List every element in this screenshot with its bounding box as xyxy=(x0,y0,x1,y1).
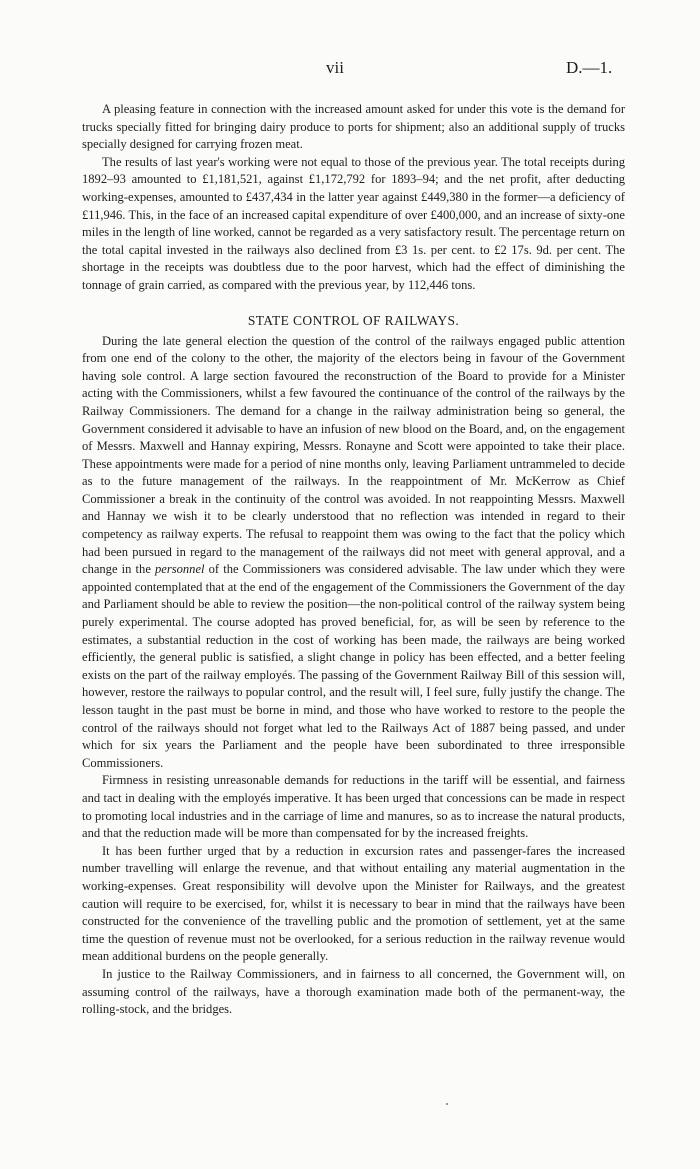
paragraph-general-election xyxy=(82,333,625,773)
page-body xyxy=(82,101,625,1019)
page-number: vii xyxy=(326,58,344,77)
paragraph-excursion-rates: It has been further urged that by a reduction in excursion rates and passenger-fares the increased number travelling will enlarge the revenue, and that without entailing any material augmentation in the working-expenses. Great responsibility will devolve upon the Minister for Railways, and the greatest caution will require to be exercised, for, whilst it is necessary to bear in mind that the railways have been constructed for the convenience of the travelling public and the promotion of settlement, yet at the same time the question of revenue must not be overlooked, for a serious reduction in the railway revenue would mean additional burdens on the people generally. xyxy=(82,843,625,964)
paragraph-text-part: of the Commissioners was considered advisable. The law under which they were appointed contemplated that at the end of the engagement of the Commissioners the Government of the day and Parliament should be able to review the position—the non-political control of the railway system being purely experimental. The course adopted has proved beneficial, for, as will be seen by reference to the estimates, a substantial reduction in the cost of working has been made, the railways are being worked efficiently, the general public is satisfied, a slight change in policy has been effected, and a better feeling exists on the part of the railway employés. The passing of the Government Railway Bill of this session will, however, restore the railways to popular control, and the result will, I feel sure, fully justify the change. The lesson taught in the past must be borne in mind, and those who have worked to restore to the people the control of the railways should not forget what led to the Railways Act of 1887 being passed, and under which for six years the Parliament and the people have been subordinated to three irresponsible Commissioners. xyxy=(82,562,625,770)
paragraph-dairy-trucks: A pleasing feature in connection with the increased amount asked for under this vote is the demand for trucks specially fitted for bringing dairy produce to ports for shipment; also an additional supply of trucks specially designed for carrying frozen meat. xyxy=(82,102,625,152)
paragraph-tariff-firmness: Firmness in resisting unreasonable demands for reductions in the tariff will be essential, and fairness and tact in dealing with the employés imperative. It has been urged that concessions can be made in respect to promoting local industries and in the carriage of lime and manures, so as to increase the natural products, and that the reduction made will be more than compensated for by the increased freights. xyxy=(82,773,625,841)
document-reference: D.—1. xyxy=(566,58,613,77)
printer-speck xyxy=(446,1103,448,1105)
section-heading: STATE CONTROL OF RAILWAYS. xyxy=(247,312,460,328)
paragraph-working-results: The results of last year's working were not equal to those of the previous year. The total receipts during 1892–93 amounted to £1,181,521, against £1,172,792 for 1893–94; and the net profit, after deducting working-expenses, amounted to £437,434 in the latter year against £449,380 in the former—a deficiency of £11,946. This, in the face of an increased capital expenditure of over £400,000, and an increase of sixty-one miles in the length of line worked, cannot be regarded as a very satisfactory result. The percentage return on the total capital invested in the railways also declined from £3 1s. per cent. to £2 17s. 9d. per cent. The shortage in the receipts was doubtless due to the poor harvest, which had the effect of diminishing the tonnage of grain carried, as compared with the previous year, by 112,446 tons. xyxy=(82,154,625,292)
page-header xyxy=(0,58,700,80)
paragraph-text-part: During the late general election the question of the control of the railways engaged public attention from one end of the colony to the other, the majority of the electors being in favour of the Government having sole control. A large section favoured the reconstruction of the Board to provide for a Minister acting with the Commissioners, whilst a few favoured the continuance of the control of the railways by the Railway Commissioners. The demand for a change in the railway administration being so general, the Government considered it advisable to have an infusion of new blood on the Board, and, on the engagement of Messrs. Maxwell and Hannay expiring, Messrs. Ronayne and Scott were appointed to take their place. These appointments were made for a period of nine months only, leaving Parliament untrammeled to decide as to the future management of the railways. In the reappointment of Mr. McKerrow as Chief Commissioner a break in the continuity of the control was avoided. In not reappointing Messrs. Maxwell and Hannay we wish it to be clearly understood that no reflection was intended in regard to their competency as railway experts. The refusal to reappoint them was owing to the fact that the policy which had been pursued in regard to the management of the railways did not meet with general approval, and a change in the xyxy=(82,333,625,577)
italic-term: personnel xyxy=(155,562,205,577)
paragraph-examination: In justice to the Railway Commissioners, and in fairness to all concerned, the Government will, on assuming control of the railways, have a thorough examination made both of the permanent-way, the rolling-stock, and the bridges. xyxy=(82,966,625,1017)
